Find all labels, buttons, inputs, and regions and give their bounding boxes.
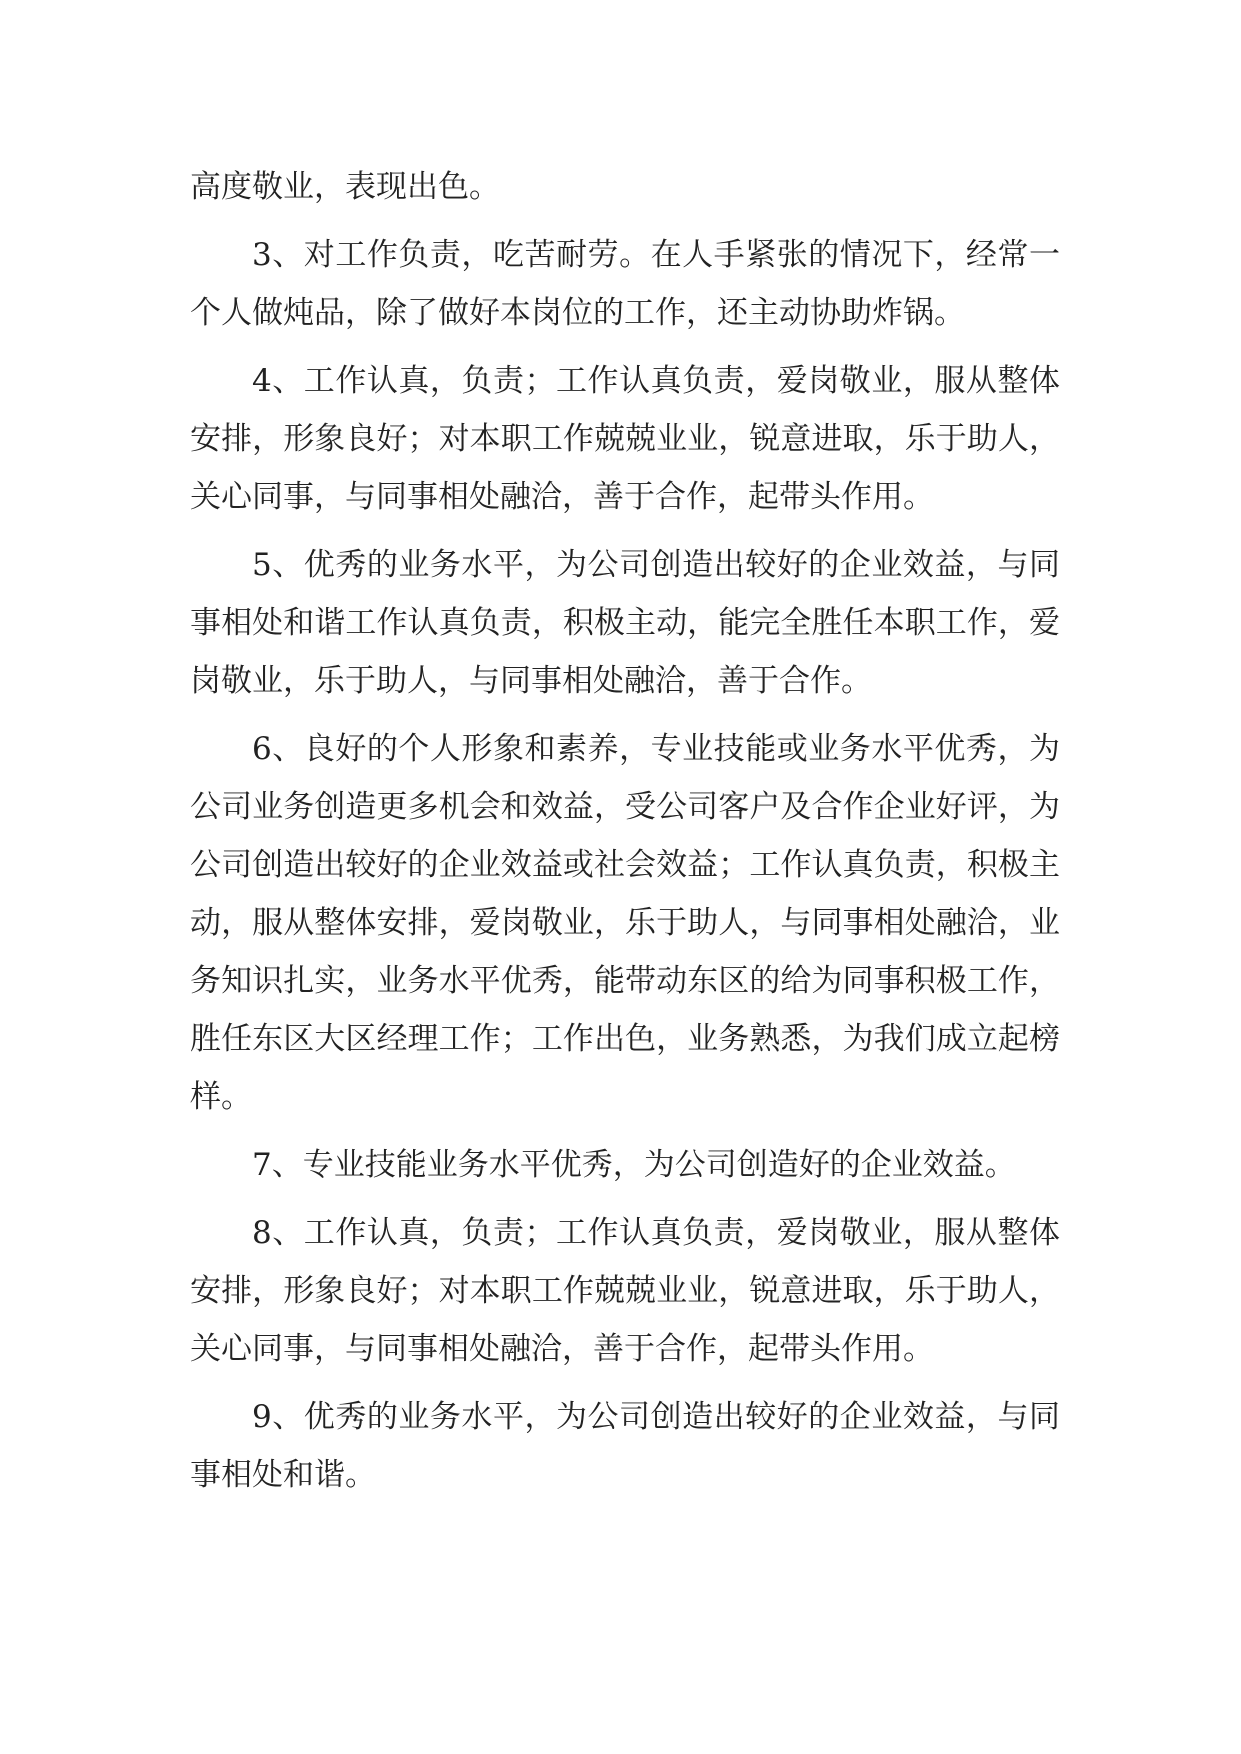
paragraph-item-8: 8、工作认真，负责；工作认真负责，爱岗敬业，服从整体安排，形象良好；对本职工作兢兢业业，锐意进取，乐于助人，关心同事，与同事相处融洽，善于合作，起带头作用。 xyxy=(190,1215,1060,1367)
paragraph-item-3: 3、对工作负责，吃苦耐劳。在人手紧张的情况下，经常一个人做炖品，除了做好本岗位的工作，还主动协助炸锅。 xyxy=(190,237,1060,331)
paragraph-item-5: 5、优秀的业务水平，为公司创造出较好的企业效益，与同事相处和谐工作认真负责，积极主动，能完全胜任本职工作，爱岗敬业，乐于助人，与同事相处融洽，善于合作。 xyxy=(190,547,1060,699)
paragraph-item-6: 6、良好的个人形象和素养，专业技能或业务水平优秀，为公司业务创造更多机会和效益，受公司客户及合作企业好评，为公司创造出较好的企业效益或社会效益；工作认真负责，积极主动，服从整体安排，爱岗敬业，乐于助人，与同事相处融洽，业务知识扎实，业务水平优秀，能带动东区的给为同事积极工作，胜任东区大区经理工作；工作出色，业务熟悉，为我们成立起榜样。 xyxy=(190,731,1060,1115)
document-body xyxy=(190,158,1060,1504)
paragraph-item-7: 7、专业技能业务水平优秀，为公司创造好的企业效益。 xyxy=(252,1147,1016,1183)
paragraph-continuation: 高度敬业，表现出色。 xyxy=(190,169,500,205)
paragraph-item-4: 4、工作认真，负责；工作认真负责，爱岗敬业，服从整体安排，形象良好；对本职工作兢兢业业，锐意进取，乐于助人，关心同事，与同事相处融洽，善于合作，起带头作用。 xyxy=(190,363,1060,515)
paragraph-item-9: 9、优秀的业务水平，为公司创造出较好的企业效益，与同事相处和谐。 xyxy=(190,1399,1060,1493)
